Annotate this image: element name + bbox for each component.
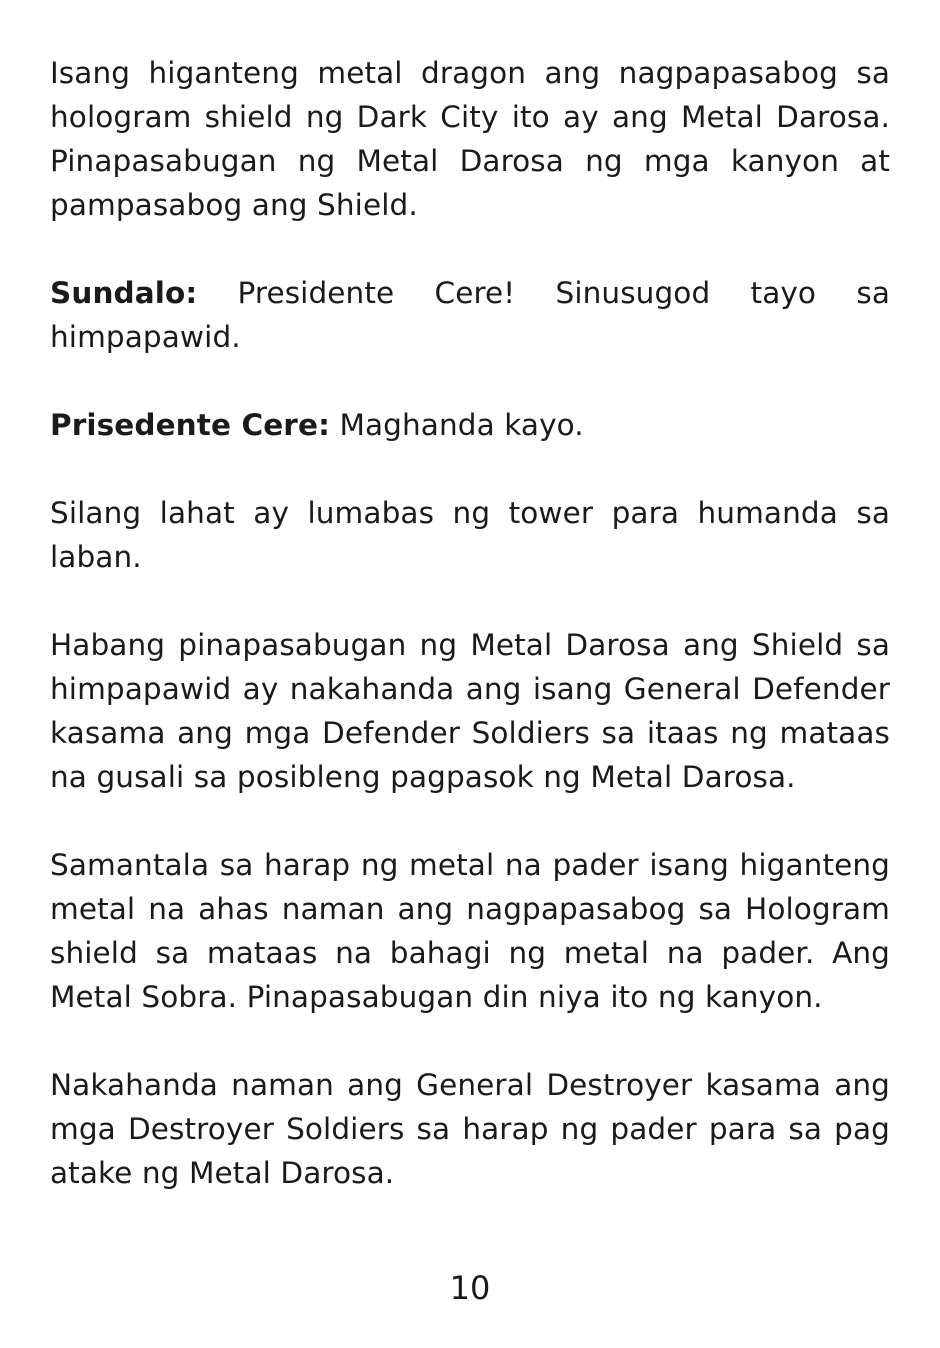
narration-paragraph bbox=[50, 51, 890, 227]
page-number: 10 bbox=[449, 1269, 491, 1307]
paragraph-text: Habang pinapasabugan ng Metal Darosa ang Shield sa himpapawid ay nakahanda ang isang General Defender kasama ang mga Defender Soldiers sa itaas ng mataas na gusali sa posibleng pagpasok ng Metal Darosa. bbox=[50, 628, 890, 794]
narration-paragraph bbox=[50, 623, 890, 799]
dialogue-paragraph bbox=[50, 271, 890, 359]
dialogue-text: Presidente Cere! Sinusugod tayo sa himpapawid. bbox=[50, 276, 890, 354]
paragraph-text: Samantala sa harap ng metal na pader isang higanteng metal na ahas naman ang nagpapasabog sa Hologram shield sa mataas na bahagi ng metal na pader. Ang Metal Sobra. Pinapasabugan din niya ito ng kanyon. bbox=[50, 848, 890, 1014]
narration-paragraph bbox=[50, 1063, 890, 1195]
paragraph-text: Nakahanda naman ang General Destroyer kasama ang mga Destroyer Soldiers sa harap ng pader para sa pag atake ng Metal Darosa. bbox=[50, 1068, 890, 1190]
speaker-label: Sundalo: bbox=[50, 276, 198, 310]
narration-paragraph bbox=[50, 843, 890, 1019]
dialogue-paragraph bbox=[50, 403, 890, 447]
paragraph-text: Isang higanteng metal dragon ang nagpapasabog sa hologram shield ng Dark City ito ay ang Metal Darosa. Pinapasabugan ng Metal Darosa ng mga kanyon at pampasabog ang Shield. bbox=[50, 56, 890, 222]
dialogue-text: Maghanda kayo. bbox=[329, 408, 584, 442]
paragraph-text: Silang lahat ay lumabas ng tower para humanda sa laban. bbox=[50, 496, 890, 574]
speaker-label: Prisedente Cere: bbox=[50, 408, 330, 442]
page-body bbox=[50, 51, 890, 1239]
narration-paragraph bbox=[50, 491, 890, 579]
